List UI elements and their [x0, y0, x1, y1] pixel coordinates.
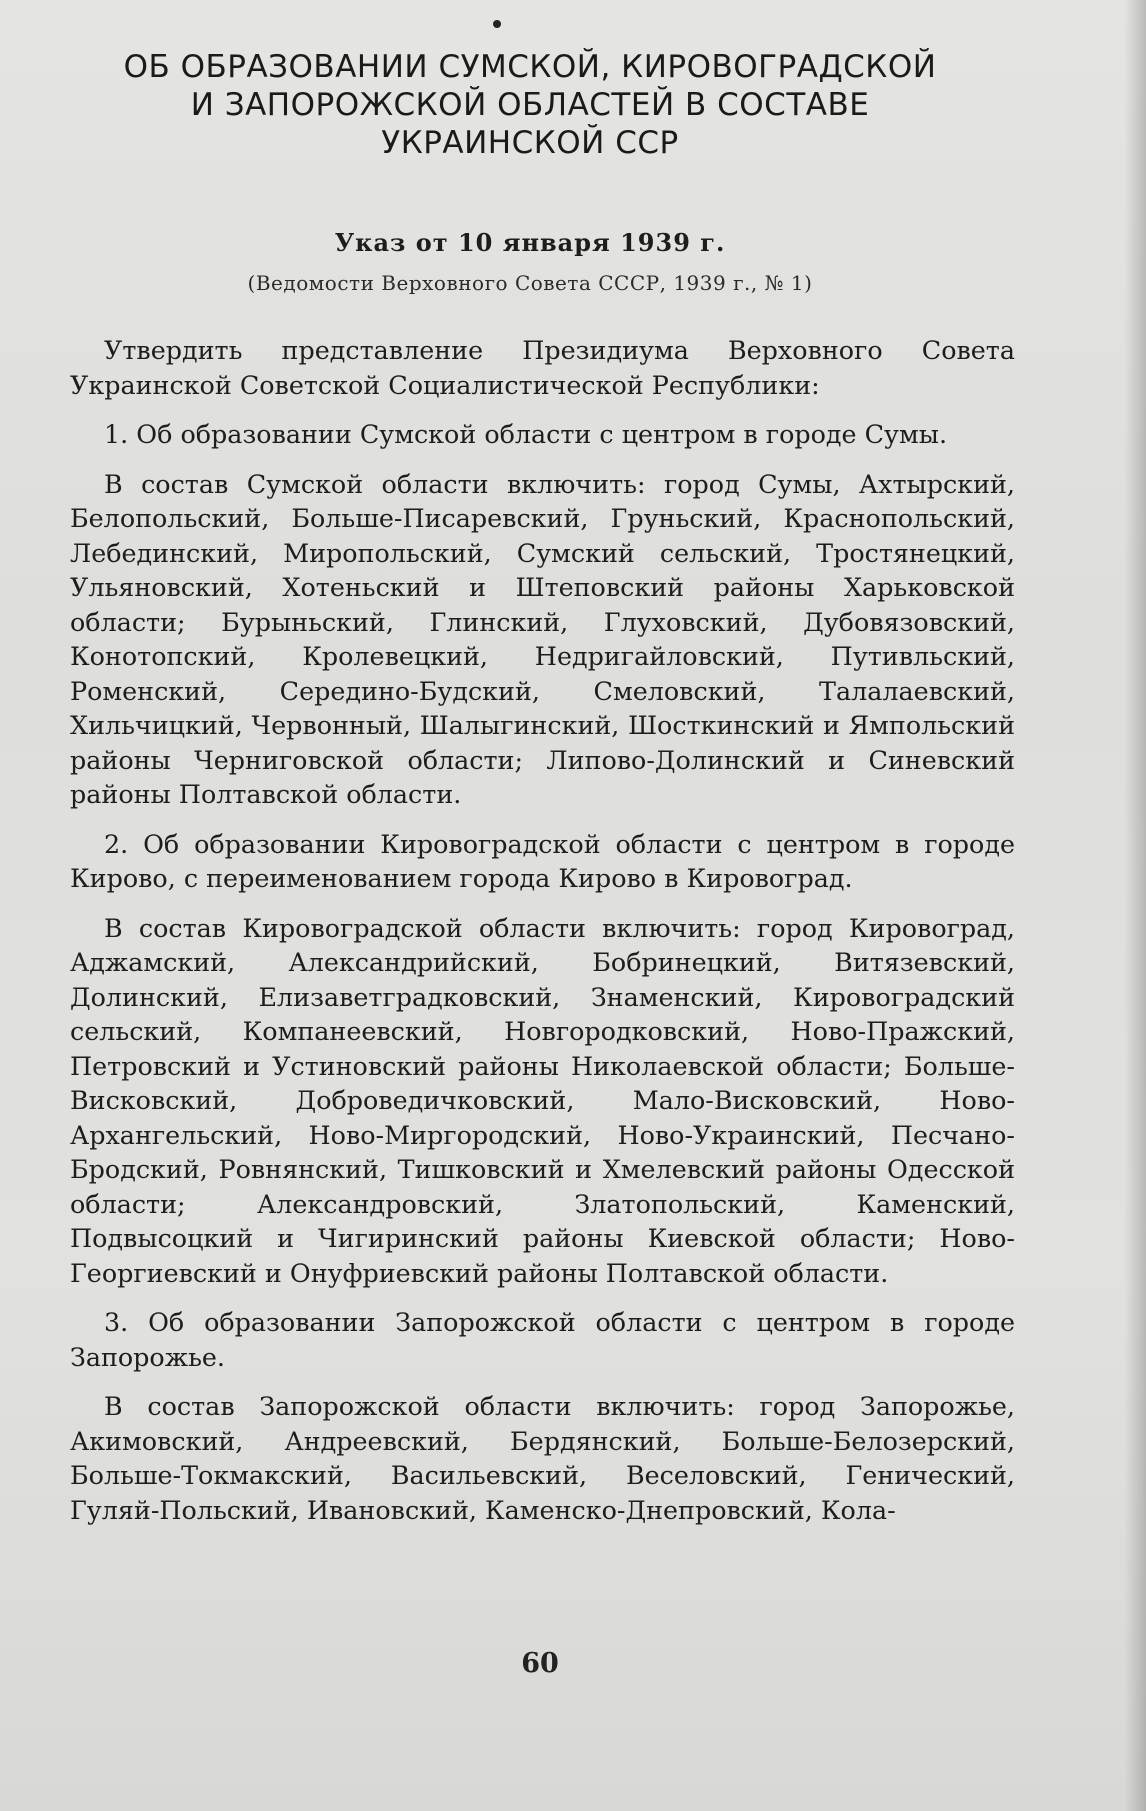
paragraph-item-2: 2. Об образовании Кировоградской области с центром в городе Кирово, с переименованием города Кирово в Кировоград.	[70, 828, 1015, 893]
title-line-2: И ЗАПОРОЖСКОЙ ОБЛАСТЕЙ В СОСТАВЕ	[190, 87, 870, 123]
title-line-3: УКРАИНСКОЙ ССР	[381, 125, 679, 161]
document-title	[100, 48, 960, 162]
page-number: 60	[521, 1648, 559, 1679]
paragraph-kirovograd-composition: В состав Кировоградской области включить: город Кировоград, Аджамский, Александрийский, Бобринецкий, Витязевский, Долинский, Елизаветградковский, Знаменский, Кировоградский сельский, Компанеевский, Новгородковский, Ново-Пражский, Петровский и Устиновский районы Николаевской области; Больше-Висковский, Доброведичковский, Мало-Висковский, Ново-Архангельский, Ново-Миргородский, Ново-Украинский, Песчано-Бродский, Ровнянский, Тишковский и Хмелевский районы Одесской области; Александровский, Златопольский, Каменский, Подвысоцкий и Чигиринский районы Киевской области; Ново-Георгиевский и Онуфриевский районы Полтавской области.	[70, 912, 1015, 1288]
paragraph-zaporozhye-composition: В состав Запорожской области включить: город Запорожье, Акимовский, Андреевский, Бердянский, Больше-Белозерский, Больше-Токмакский, Васильевский, Веселовский, Генический, Гуляй-Польский, Ивановский, Каменско-Днепровский, Кола-	[70, 1391, 1015, 1525]
paragraph-item-1: 1. Об образовании Сумской области с центром в городе Сумы.	[104, 419, 948, 449]
paragraph-item-3: 3. Об образовании Запорожской области с центром в городе Запорожье.	[70, 1307, 1015, 1372]
decree-date: Указ от 10 января 1939 г.	[334, 228, 726, 257]
print-dot-mark	[493, 20, 501, 28]
paragraph-intro: Утвердить представление Президиума Верховного Совета Украинской Советской Социалистической Республики:	[70, 335, 1015, 400]
paragraph-sumy-composition: В состав Сумской области включить: город Сумы, Ахтырский, Белопольский, Больше-Писаревский, Груньский, Краснопольский, Лебединский, Миропольский, Сумский сельский, Тростянецкий, Ульяновский, Хотеньский и Штеповский районы Харьковской области; Бурыньский, Глинский, Глуховский, Дубовязовский, Конотопский, Кролевецкий, Недригайловский, Путивльский, Роменский, Середино-Будский, Смеловский, Талалаевский, Хильчицкий, Червонный, Шалыгинский, Шосткинский и Ямпольский районы Черниговской области; Липово-Долинский и Синевский районы Полтавской области.	[70, 468, 1015, 809]
title-line-1: ОБ ОБРАЗОВАНИИ СУМСКОЙ, КИРОВОГРАДСКОЙ	[123, 49, 937, 85]
source-citation: (Ведомости Верховного Совета СССР, 1939 г., № 1)	[247, 271, 813, 295]
page-edge-shadow	[1124, 0, 1146, 1811]
document-body	[70, 333, 1015, 1542]
